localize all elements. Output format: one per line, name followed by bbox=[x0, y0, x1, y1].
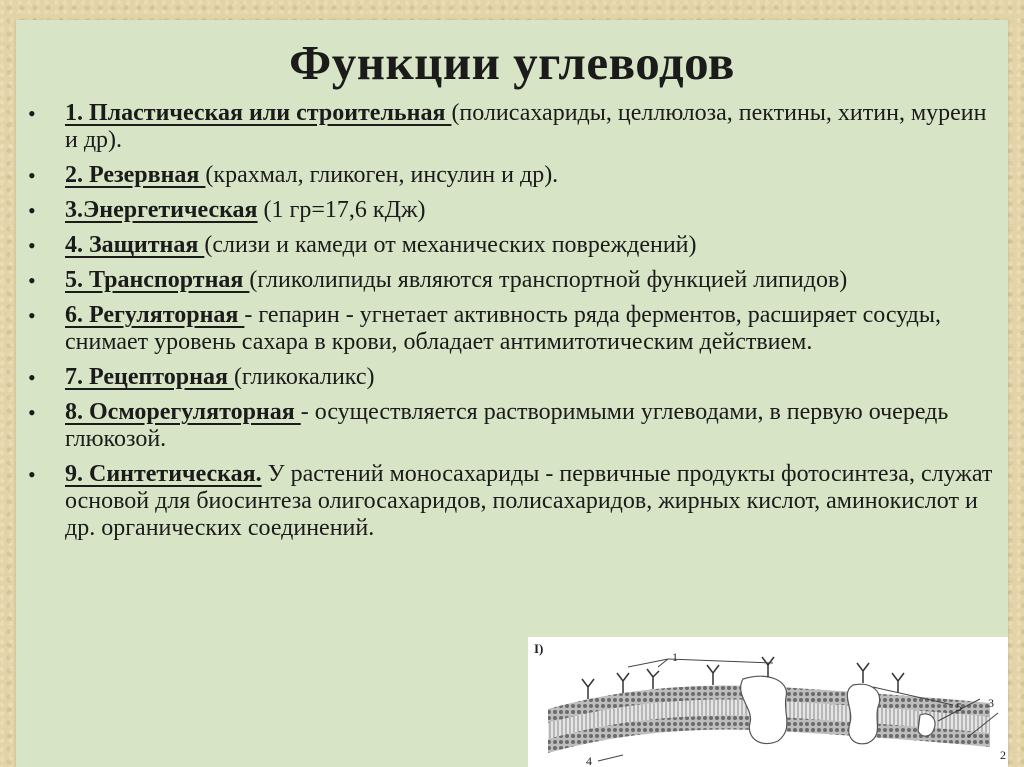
list-item bbox=[26, 100, 1001, 154]
list-item bbox=[26, 399, 1001, 453]
figure-label: 4 bbox=[586, 754, 592, 767]
item-text: (полисахариды, целлюлоза, пектины, хитин, муреин и др). bbox=[65, 100, 987, 153]
item-text: (гликокаликс) bbox=[233, 364, 375, 390]
item-text: - осуществляется растворимыми углеводами, в первую очередь глюкозой. bbox=[65, 399, 949, 452]
item-heading: 3.Энергетическая bbox=[65, 197, 258, 223]
item-text: (гликолипиды являются транспортной функцией липидов) bbox=[249, 267, 848, 293]
item-text: - гепарин - угнетает активность ряда ферментов, расширяет сосуды, снимает уровень сахара в крови, обладает антимитотическим действием. bbox=[65, 302, 941, 355]
item-text: У растений моносахариды - первичные продукты фотосинтеза, служат основой для биосинтеза олигосахаридов, полисахаридов, жирных кислот, аминокислот и др. органических соединений. bbox=[65, 461, 993, 541]
item-heading: 1. Пластическая или строительная bbox=[65, 100, 452, 126]
figure-label: 2 bbox=[1000, 748, 1006, 762]
list-item bbox=[26, 197, 1001, 224]
item-heading: 7. Рецепторная bbox=[65, 364, 234, 390]
panel-label: I) bbox=[534, 641, 544, 656]
figure-label: 1 bbox=[672, 650, 678, 664]
function-list bbox=[26, 100, 1001, 550]
list-item bbox=[26, 302, 1001, 356]
figure-label: 3 bbox=[988, 696, 994, 710]
bullet: • bbox=[28, 101, 36, 126]
item-heading: 8. Осморегуляторная bbox=[65, 399, 301, 425]
bullet: • bbox=[28, 400, 36, 425]
slide-title: Функции углеводов bbox=[289, 35, 735, 90]
membrane-diagram bbox=[528, 637, 1008, 767]
membrane-illustration bbox=[528, 637, 1008, 767]
slide bbox=[16, 20, 1008, 767]
bullet: • bbox=[28, 233, 36, 258]
list-item bbox=[26, 232, 1001, 259]
list-item bbox=[26, 364, 1001, 391]
item-heading: 4. Защитная bbox=[65, 232, 205, 258]
list-item bbox=[26, 267, 1001, 294]
item-heading: 6. Регуляторная bbox=[65, 302, 245, 328]
item-text: (1 гр=17,6 кДж) bbox=[257, 197, 426, 223]
item-heading: 2. Резервная bbox=[65, 162, 206, 188]
bullet: • bbox=[28, 268, 36, 293]
item-text: (крахмал, гликоген, инсулин и др). bbox=[205, 162, 559, 188]
bullet: • bbox=[28, 303, 36, 328]
bullet: • bbox=[28, 163, 36, 188]
item-text: (слизи и камеди от механических повреждений) bbox=[204, 232, 697, 258]
figure-label: 5 bbox=[956, 700, 962, 714]
bullet: • bbox=[28, 365, 36, 390]
list-item bbox=[26, 461, 1001, 542]
list-item bbox=[26, 162, 1001, 189]
item-heading: 5. Транспортная bbox=[65, 267, 250, 293]
item-heading: 9. Синтетическая. bbox=[65, 461, 262, 487]
bullet: • bbox=[28, 462, 36, 487]
bullet: • bbox=[28, 198, 36, 223]
